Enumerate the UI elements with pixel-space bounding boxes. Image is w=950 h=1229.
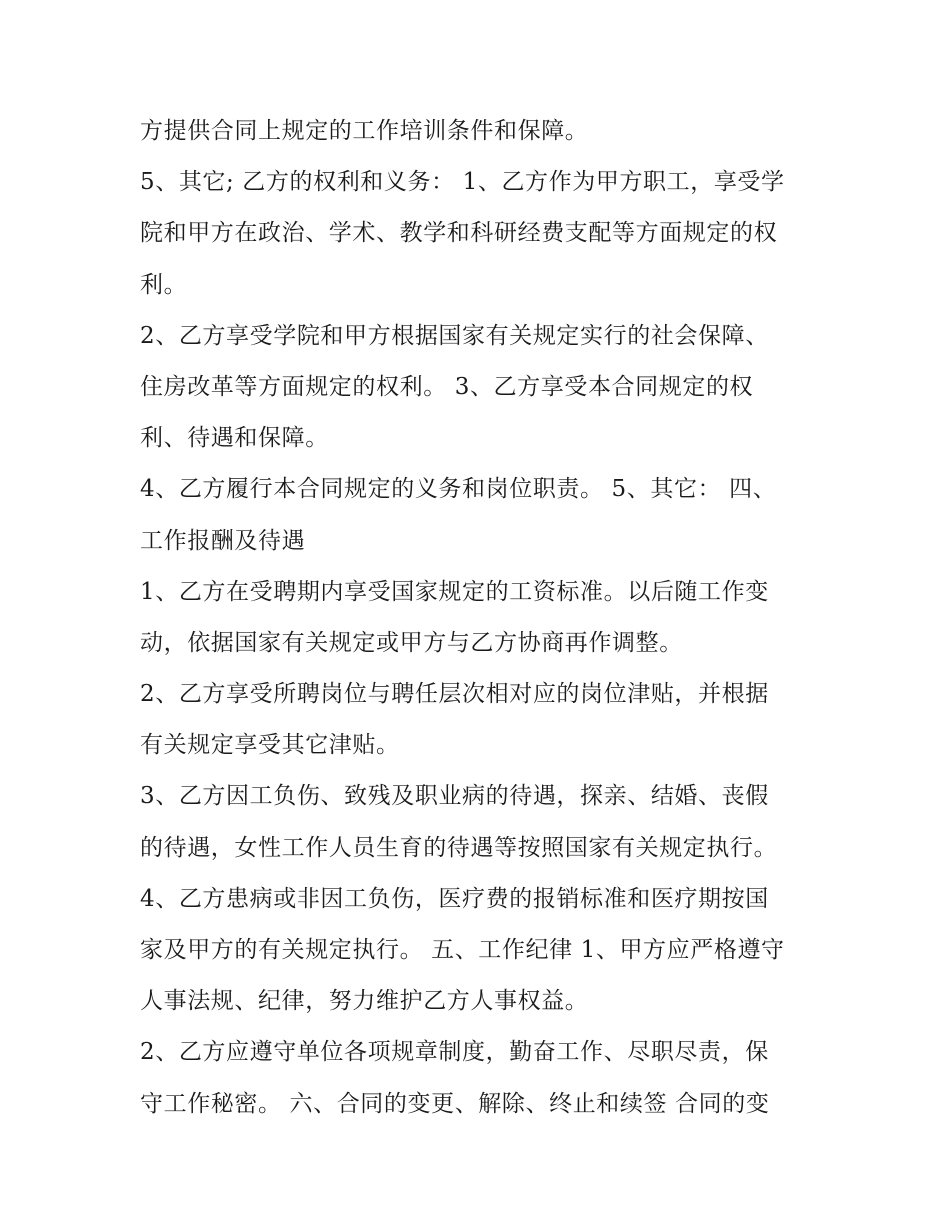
text-line: 3、乙方因工负伤、致残及职业病的待遇，探亲、结婚、丧假 — [140, 783, 769, 810]
text-line: 5、其它; 乙方的权利和义务： 1、乙方作为甲方职工，享受学 — [140, 169, 785, 196]
text-line: 有关规定享受其它津贴。 — [140, 732, 400, 759]
text-line: 利。 — [140, 271, 188, 298]
text-line: 守工作秘密。 六、合同的变更、解除、终止和续签 合同的变 — [140, 1090, 770, 1117]
text-line: 住房改革等方面规定的权利。 3、乙方享受本合同规定的权 — [140, 373, 754, 400]
text-line: 家及甲方的有关规定执行。 五、工作纪律 1、甲方应严格遵守 — [140, 937, 785, 963]
text-line: 2、乙方应遵守单位各项规章制度，勤奋工作、尽职尽责，保 — [140, 1039, 769, 1066]
text-line: 2、乙方享受学院和甲方根据国家有关规定实行的社会保障、 — [140, 322, 769, 349]
text-line: 方提供合同上规定的工作培训条件和保障。 — [140, 118, 589, 144]
text-line: 动，依据国家有关规定或甲方与乙方协商再作调整。 — [140, 629, 683, 656]
text-line: 院和甲方在政治、学术、教学和科研经费支配等方面规定的权 — [140, 220, 778, 247]
text-line: 4、乙方履行本合同规定的义务和岗位职责。 5、其它： 四、 — [140, 476, 777, 503]
text-line: 2、乙方享受所聘岗位与聘任层次相对应的岗位津贴，并根据 — [140, 681, 769, 708]
document-body — [140, 106, 820, 1130]
text-line: 的待遇，女性工作人员生育的待遇等按照国家有关规定执行。 — [140, 834, 778, 861]
text-line: 4、乙方患病或非因工负伤，医疗费的报销标准和医疗期按国 — [140, 885, 769, 912]
text-line: 利、待遇和保障。 — [140, 425, 329, 452]
text-line: 人事法规、纪律，努力维护乙方人事权益。 — [140, 988, 589, 1015]
text-line: 工作报酬及待遇 — [140, 527, 306, 554]
text-line: 1、乙方在受聘期内享受国家规定的工资标准。以后随工作变 — [140, 578, 769, 605]
